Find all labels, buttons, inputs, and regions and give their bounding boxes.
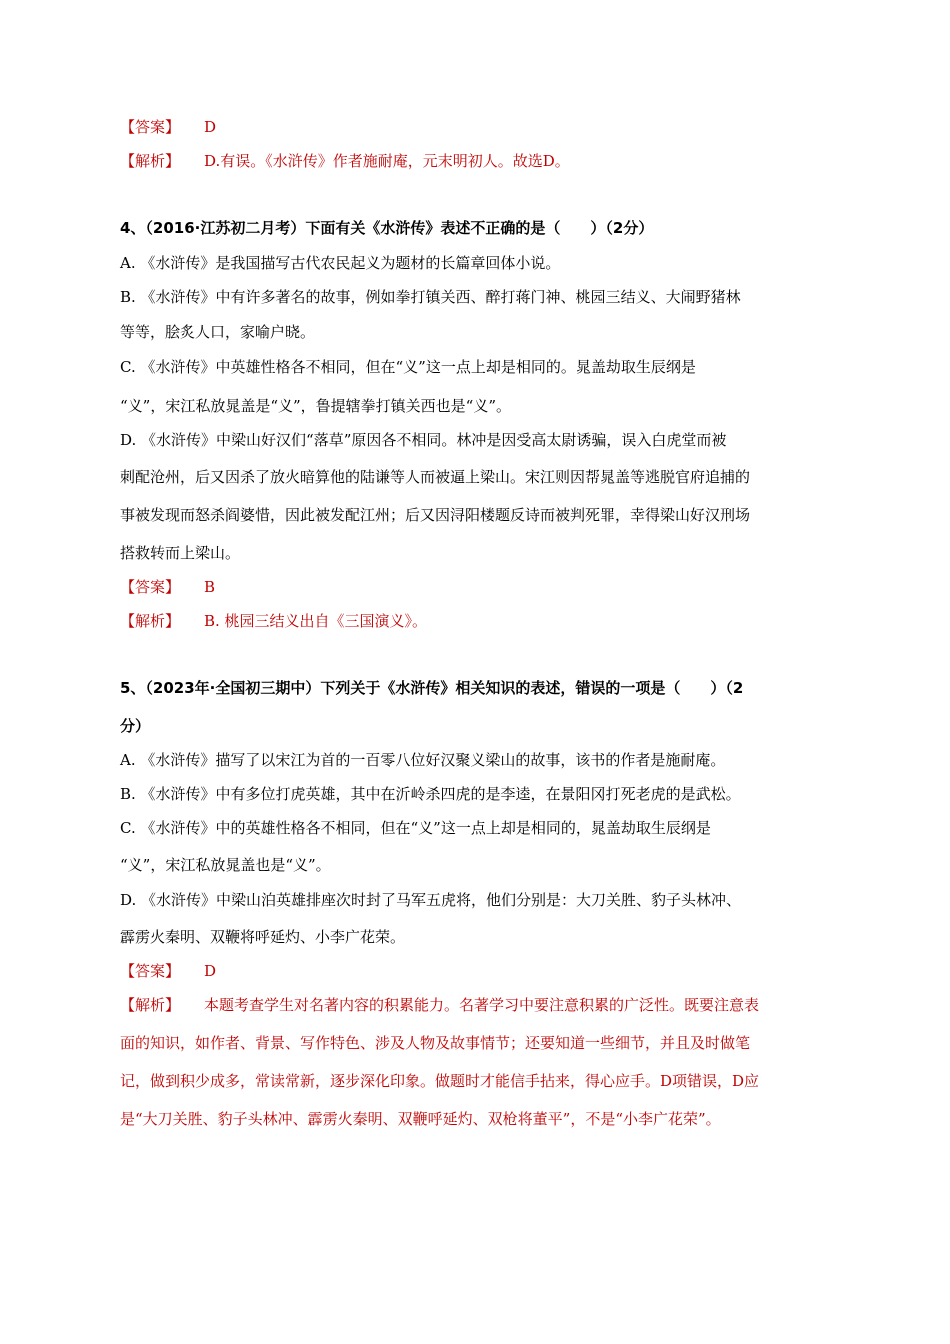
answer-label: 【答案】 — [120, 118, 181, 136]
question-5-stem-cont: 分） — [120, 717, 151, 735]
q4-option-d-cont-2: 事被发现而怒杀阎婆惜，因此被发配江州；后又因浔阳楼题反诗而被判死罪，幸得梁山好汉刑场 — [120, 506, 751, 524]
analysis-5-cont-3: 是“大刀关胜、豹子头林冲、霹雳火秦明、双鞭呼延灼、双枪将董平”，不是“小李广花荣”。 — [120, 1110, 721, 1128]
q4-option-a: A. 《水浒传》是我国描写古代农民起义为题材的长篇章回体小说。 — [120, 254, 561, 272]
analysis-row-3 — [120, 151, 840, 171]
analysis-text: B. 桃园三结义出自《三国演义》。 — [204, 612, 428, 630]
q4-option-b-cont: 等等，脍炙人口，家喻户晓。 — [120, 323, 316, 341]
q4-option-b: B. 《水浒传》中有许多著名的故事，例如拳打镇关西、醉打蒋门神、桃园三结义、大闹野猪林 — [120, 288, 741, 306]
q5-option-b: B. 《水浒传》中有多位打虎英雄，其中在沂岭杀四虎的是李逵，在景阳冈打死老虎的是武松。 — [120, 785, 741, 803]
analysis-5-cont-2: 记，做到积少成多，常读常新，逐步深化印象。做题时才能信手拈来，得心应手。D项错误，D应 — [120, 1072, 760, 1090]
q5-option-c-cont: “义”，宋江私放晁盖也是“义”。 — [120, 856, 331, 874]
q4-option-d-cont-3: 搭救转而上梁山。 — [120, 544, 241, 562]
question-4-stem: 4、（2016·江苏初二月考）下面有关《水浒传》表述不正确的是（ ）（2分） — [120, 219, 654, 237]
analysis-label: 【解析】 — [120, 152, 181, 170]
question-5-stem: 5、（2023年·全国初三期中）下列关于《水浒传》相关知识的表述，错误的一项是（ ）（2 — [120, 679, 744, 697]
q4-option-d-cont-1: 刺配沧州，后又因杀了放火暗算他的陆谦等人而被逼上梁山。宋江则因帮晁盖等逃脱官府追捕的 — [120, 468, 751, 486]
q4-option-c-cont: “义”，宋江私放晁盖是“义”，鲁提辖拳打镇关西也是“义”。 — [120, 397, 512, 415]
answer-label: 【答案】 — [120, 578, 181, 596]
q5-option-d-cont: 霹雳火秦明、双鞭将呼延灼、小李广花荣。 — [120, 928, 406, 946]
analysis-label: 【解析】 — [120, 996, 181, 1014]
analysis-label: 【解析】 — [120, 612, 181, 630]
analysis-text: 本题考查学生对名著内容的积累能力。名著学习中要注意积累的广泛性。既要注意表 — [204, 996, 760, 1014]
q5-option-a: A. 《水浒传》描写了以宋江为首的一百零八位好汉聚义梁山的故事，该书的作者是施耐庵。 — [120, 751, 726, 769]
answer-value: D — [204, 962, 217, 980]
analysis-row-4 — [120, 611, 840, 631]
q4-option-d: D. 《水浒传》中梁山好汉们“落草”原因各不相同。林冲是因受高太尉诱骗，误入白虎堂而被 — [120, 431, 727, 449]
q4-option-c: C. 《水浒传》中英雄性格各不相同，但在“义”这一点上却是相同的。晁盖劫取生辰纲是 — [120, 358, 696, 376]
analysis-text: D.有误。《水浒传》作者施耐庵，元末明初人。故选D。 — [204, 152, 570, 170]
q5-option-c: C. 《水浒传》中的英雄性格各不相同，但在“义”这一点上却是相同的，晁盖劫取生辰纲是 — [120, 819, 711, 837]
answer-value: D — [204, 118, 217, 136]
answer-row-5 — [120, 961, 840, 981]
analysis-row-5 — [120, 995, 840, 1015]
analysis-5-cont-1: 面的知识，如作者、背景、写作特色、涉及人物及故事情节；还要知道一些细节，并且及时做笔 — [120, 1034, 751, 1052]
q5-option-d: D. 《水浒传》中梁山泊英雄排座次时封了马军五虎将，他们分别是：大刀关胜、豹子头林冲、 — [120, 891, 742, 909]
answer-label: 【答案】 — [120, 962, 181, 980]
answer-row-3 — [120, 117, 840, 137]
answer-value: B — [204, 578, 216, 596]
answer-row-4 — [120, 577, 840, 597]
